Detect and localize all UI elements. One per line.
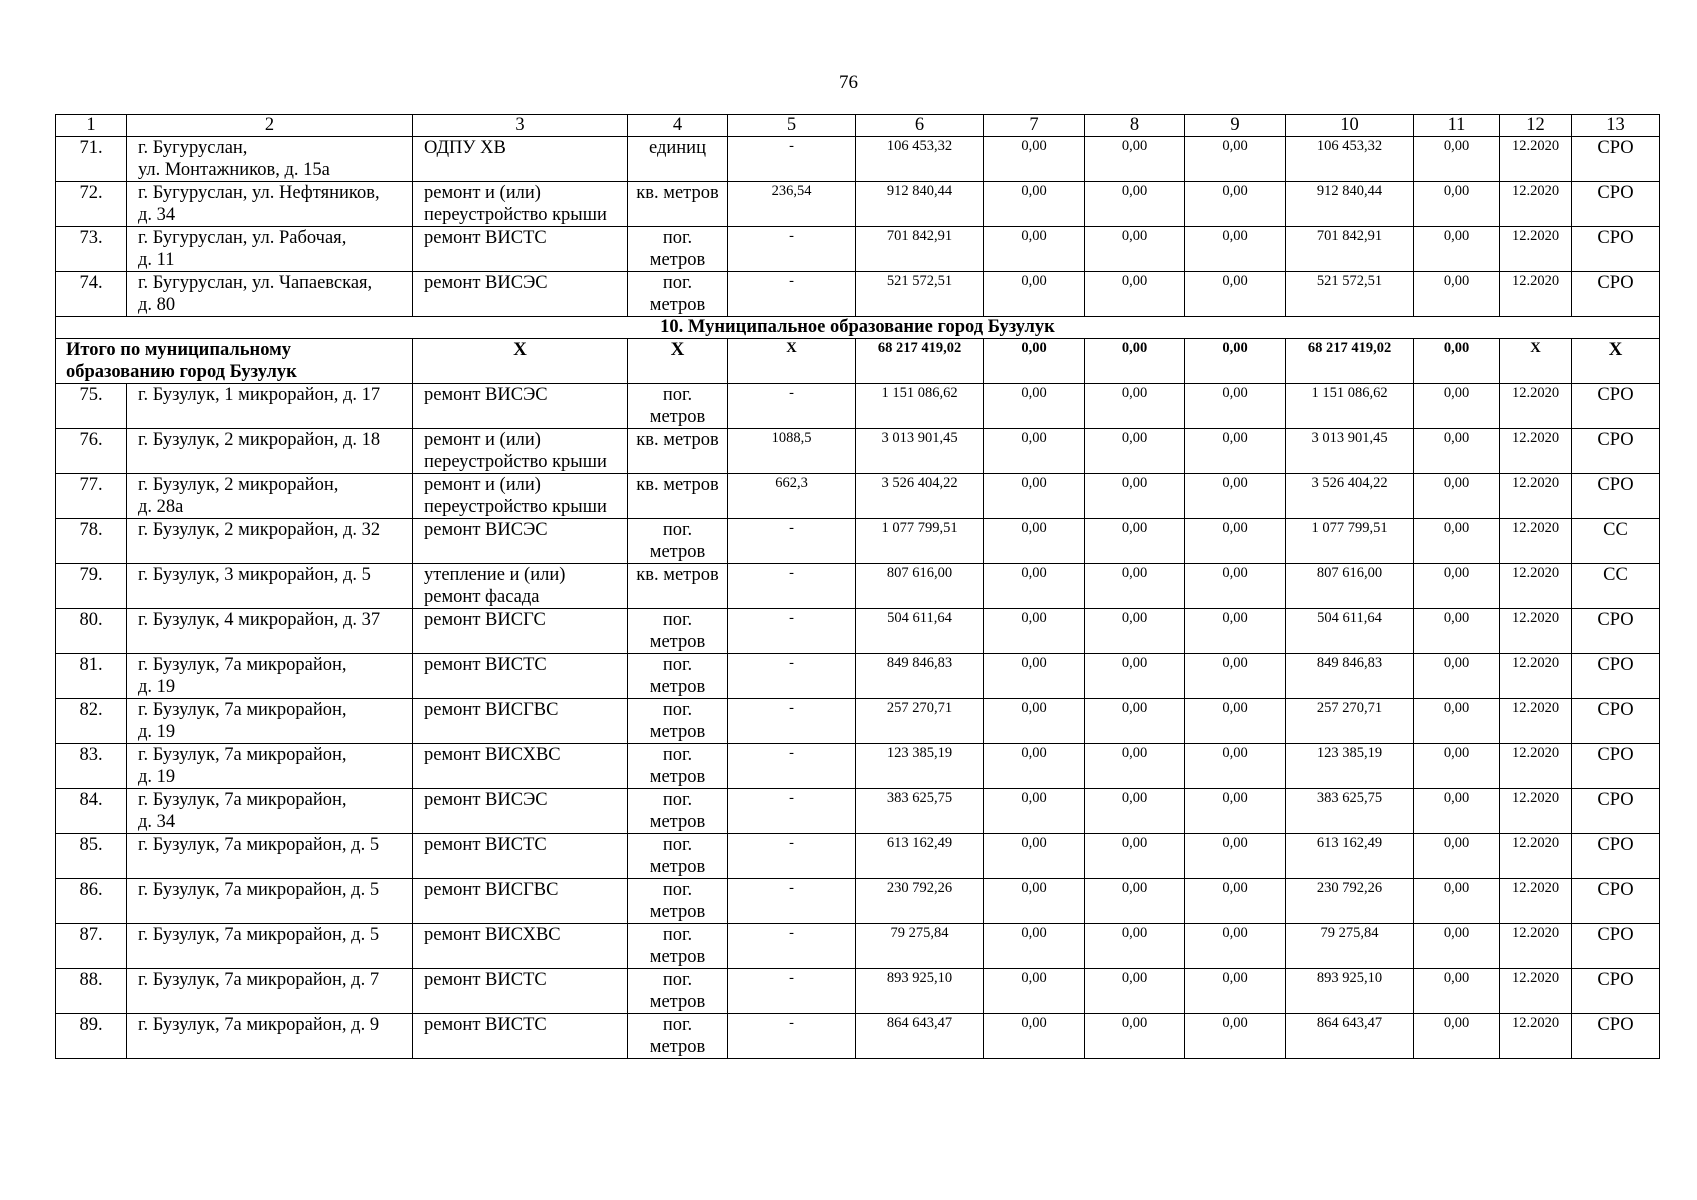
cost-col10-cell: 257 270,71: [1286, 699, 1414, 744]
row-number-cell: 79.: [56, 564, 127, 609]
cost-col10-cell: 912 840,44: [1286, 182, 1414, 227]
cost-col10-cell: 383 625,75: [1286, 789, 1414, 834]
row-number-cell: 71.: [56, 137, 127, 182]
total-work-cell: Х: [413, 339, 628, 384]
cost-col8-cell: 0,00: [1085, 519, 1185, 564]
table-row: [56, 969, 1660, 1014]
cost-col11-cell: 0,00: [1414, 834, 1500, 879]
table-row: [56, 137, 1660, 182]
cost-col9-cell: 0,00: [1185, 744, 1286, 789]
unit-cell: пог. метров: [628, 924, 728, 969]
work-type-cell: ремонт ВИСТС: [413, 1014, 628, 1059]
cost-col9-cell: 0,00: [1185, 1014, 1286, 1059]
completion-date-cell: 12.2020: [1500, 564, 1572, 609]
cost-col9-cell: 0,00: [1185, 654, 1286, 699]
cost-col10-cell: 504 611,64: [1286, 609, 1414, 654]
total-cost-cell: 613 162,49: [856, 834, 984, 879]
cost-col8-cell: 0,00: [1085, 564, 1185, 609]
quantity-cell: -: [728, 519, 856, 564]
column-number-cell: 11: [1414, 115, 1500, 137]
table-row: [56, 699, 1660, 744]
row-number-cell: 83.: [56, 744, 127, 789]
completion-date-cell: 12.2020: [1500, 272, 1572, 317]
completion-date-cell: 12.2020: [1500, 744, 1572, 789]
table-row: [56, 182, 1660, 227]
address-cell: г. Бузулук, 7а микрорайон, д. 5: [127, 879, 413, 924]
cost-col10-cell: 701 842,91: [1286, 227, 1414, 272]
funding-source-cell: СРО: [1572, 879, 1660, 924]
completion-date-cell: 12.2020: [1500, 182, 1572, 227]
funding-source-cell: СРО: [1572, 227, 1660, 272]
table-row: [56, 227, 1660, 272]
table-row: [56, 519, 1660, 564]
funding-source-cell: СРО: [1572, 137, 1660, 182]
quantity-cell: -: [728, 1014, 856, 1059]
unit-cell: пог. метров: [628, 227, 728, 272]
completion-date-cell: 12.2020: [1500, 384, 1572, 429]
funding-source-cell: СРО: [1572, 609, 1660, 654]
cost-col8-cell: 0,00: [1085, 879, 1185, 924]
work-type-cell: ремонт ВИСТС: [413, 227, 628, 272]
cost-col8-cell: 0,00: [1085, 654, 1185, 699]
cost-col9-cell: 0,00: [1185, 924, 1286, 969]
quantity-cell: -: [728, 384, 856, 429]
unit-cell: пог. метров: [628, 1014, 728, 1059]
completion-date-cell: 12.2020: [1500, 1014, 1572, 1059]
work-type-cell: ремонт ВИСЭС: [413, 519, 628, 564]
column-number-cell: 5: [728, 115, 856, 137]
completion-date-cell: 12.2020: [1500, 969, 1572, 1014]
completion-date-cell: 12.2020: [1500, 699, 1572, 744]
cost-col9-cell: 0,00: [1185, 834, 1286, 879]
table-row: [56, 789, 1660, 834]
cost-col11-cell: 0,00: [1414, 519, 1500, 564]
cost-col7-cell: 0,00: [984, 182, 1085, 227]
quantity-cell: -: [728, 654, 856, 699]
cost-col8-cell: 0,00: [1085, 182, 1185, 227]
funding-source-cell: СРО: [1572, 182, 1660, 227]
cost-col8-cell: 0,00: [1085, 429, 1185, 474]
quantity-cell: -: [728, 227, 856, 272]
work-type-cell: ОДПУ ХВ: [413, 137, 628, 182]
cost-col10-cell: 807 616,00: [1286, 564, 1414, 609]
address-cell: г. Бузулук, 7а микрорайон, д. 19: [127, 699, 413, 744]
completion-date-cell: 12.2020: [1500, 834, 1572, 879]
cost-col7-cell: 0,00: [984, 519, 1085, 564]
cost-col9-cell: 0,00: [1185, 519, 1286, 564]
table-row: [56, 272, 1660, 317]
total-row: [56, 339, 1660, 384]
cost-col7-cell: 0,00: [984, 227, 1085, 272]
work-type-cell: ремонт ВИСХВС: [413, 744, 628, 789]
cost-col11-cell: 0,00: [1414, 429, 1500, 474]
funding-source-cell: СРО: [1572, 744, 1660, 789]
total-quantity-cell: Х: [728, 339, 856, 384]
completion-date-cell: 12.2020: [1500, 924, 1572, 969]
cost-col7-cell: 0,00: [984, 654, 1085, 699]
total-cost-cell: 68 217 419,02: [856, 339, 984, 384]
cost-col8-cell: 0,00: [1085, 924, 1185, 969]
cost-col9-cell: 0,00: [1185, 789, 1286, 834]
completion-date-cell: 12.2020: [1500, 789, 1572, 834]
address-cell: г. Бузулук, 7а микрорайон, д. 7: [127, 969, 413, 1014]
work-type-cell: ремонт ВИСТС: [413, 969, 628, 1014]
total-cost-cell: 1 151 086,62: [856, 384, 984, 429]
cost-col11-cell: 0,00: [1414, 182, 1500, 227]
column-number-cell: 1: [56, 115, 127, 137]
table-row: [56, 834, 1660, 879]
cost-col9-cell: 0,00: [1185, 474, 1286, 519]
row-number-cell: 77.: [56, 474, 127, 519]
address-cell: г. Бугуруслан, ул. Рабочая, д. 11: [127, 227, 413, 272]
cost-col7-cell: 0,00: [984, 834, 1085, 879]
quantity-cell: -: [728, 609, 856, 654]
funding-source-cell: СРО: [1572, 384, 1660, 429]
total-cost-cell: 3 013 901,45: [856, 429, 984, 474]
total-cost-cell: 864 643,47: [856, 1014, 984, 1059]
cost-col7-cell: 0,00: [984, 609, 1085, 654]
table-row: [56, 429, 1660, 474]
cost-col8-cell: 0,00: [1085, 227, 1185, 272]
work-type-cell: ремонт и (или) переустройство крыши: [413, 429, 628, 474]
row-number-cell: 72.: [56, 182, 127, 227]
cost-col9-cell: 0,00: [1185, 429, 1286, 474]
unit-cell: единиц: [628, 137, 728, 182]
work-type-cell: утепление и (или) ремонт фасада: [413, 564, 628, 609]
funding-source-cell: СРО: [1572, 924, 1660, 969]
total-cost-cell: 230 792,26: [856, 879, 984, 924]
row-number-cell: 80.: [56, 609, 127, 654]
cost-col10-cell: 864 643,47: [1286, 1014, 1414, 1059]
address-cell: г. Бузулук, 2 микрорайон, д. 28а: [127, 474, 413, 519]
table-row: [56, 924, 1660, 969]
cost-col9-cell: 0,00: [1185, 137, 1286, 182]
completion-date-cell: 12.2020: [1500, 474, 1572, 519]
cost-col8-cell: 0,00: [1085, 384, 1185, 429]
cost-col8-cell: 0,00: [1085, 969, 1185, 1014]
address-cell: г. Бугуруслан, ул. Монтажников, д. 15а: [127, 137, 413, 182]
total-cost-cell: 912 840,44: [856, 182, 984, 227]
cost-col9-cell: 0,00: [1185, 879, 1286, 924]
cost-col10-cell: 849 846,83: [1286, 654, 1414, 699]
cost-col8-cell: 0,00: [1085, 137, 1185, 182]
cost-col9-cell: 0,00: [1185, 564, 1286, 609]
cost-col10-cell: 893 925,10: [1286, 969, 1414, 1014]
address-cell: г. Бузулук, 7а микрорайон, д. 9: [127, 1014, 413, 1059]
quantity-cell: -: [728, 272, 856, 317]
total-col7-cell: 0,00: [984, 339, 1085, 384]
cost-col7-cell: 0,00: [984, 474, 1085, 519]
cost-col8-cell: 0,00: [1085, 272, 1185, 317]
page-number: 76: [839, 72, 858, 93]
total-cost-cell: 79 275,84: [856, 924, 984, 969]
cost-col9-cell: 0,00: [1185, 609, 1286, 654]
total-cost-cell: 257 270,71: [856, 699, 984, 744]
cost-col7-cell: 0,00: [984, 924, 1085, 969]
cost-col7-cell: 0,00: [984, 564, 1085, 609]
column-number-cell: 3: [413, 115, 628, 137]
work-type-cell: ремонт ВИСТС: [413, 654, 628, 699]
work-type-cell: ремонт ВИСЭС: [413, 272, 628, 317]
cost-col9-cell: 0,00: [1185, 272, 1286, 317]
cost-col7-cell: 0,00: [984, 384, 1085, 429]
column-number-cell: 13: [1572, 115, 1660, 137]
address-cell: г. Бузулук, 2 микрорайон, д. 18: [127, 429, 413, 474]
cost-col9-cell: 0,00: [1185, 699, 1286, 744]
unit-cell: пог. метров: [628, 879, 728, 924]
cost-col11-cell: 0,00: [1414, 474, 1500, 519]
unit-cell: пог. метров: [628, 609, 728, 654]
section-title: 10. Муниципальное образование город Бузулук: [56, 317, 1660, 339]
address-cell: г. Бугуруслан, ул. Чапаевская, д. 80: [127, 272, 413, 317]
row-number-cell: 88.: [56, 969, 127, 1014]
funding-source-cell: СС: [1572, 564, 1660, 609]
total-cost-cell: 383 625,75: [856, 789, 984, 834]
cost-col8-cell: 0,00: [1085, 609, 1185, 654]
address-cell: г. Бузулук, 7а микрорайон, д. 19: [127, 744, 413, 789]
work-type-cell: ремонт ВИСЭС: [413, 384, 628, 429]
row-number-cell: 87.: [56, 924, 127, 969]
completion-date-cell: 12.2020: [1500, 429, 1572, 474]
row-number-cell: 82.: [56, 699, 127, 744]
cost-col8-cell: 0,00: [1085, 834, 1185, 879]
row-number-cell: 84.: [56, 789, 127, 834]
cost-col11-cell: 0,00: [1414, 384, 1500, 429]
cost-col8-cell: 0,00: [1085, 1014, 1185, 1059]
cost-col10-cell: 521 572,51: [1286, 272, 1414, 317]
table-row: [56, 1014, 1660, 1059]
quantity-cell: -: [728, 924, 856, 969]
quantity-cell: -: [728, 137, 856, 182]
cost-col7-cell: 0,00: [984, 744, 1085, 789]
column-number-cell: 4: [628, 115, 728, 137]
unit-cell: кв. метров: [628, 474, 728, 519]
column-number-cell: 2: [127, 115, 413, 137]
repair-table: [55, 114, 1660, 1059]
table-row: [56, 474, 1660, 519]
work-type-cell: ремонт и (или) переустройство крыши: [413, 182, 628, 227]
table-row: [56, 744, 1660, 789]
row-number-cell: 73.: [56, 227, 127, 272]
unit-cell: пог. метров: [628, 699, 728, 744]
total-unit-cell: Х: [628, 339, 728, 384]
completion-date-cell: 12.2020: [1500, 137, 1572, 182]
cost-col11-cell: 0,00: [1414, 564, 1500, 609]
cost-col9-cell: 0,00: [1185, 384, 1286, 429]
cost-col8-cell: 0,00: [1085, 744, 1185, 789]
total-col11-cell: 0,00: [1414, 339, 1500, 384]
work-type-cell: ремонт ВИСГВС: [413, 699, 628, 744]
completion-date-cell: 12.2020: [1500, 227, 1572, 272]
work-type-cell: ремонт ВИСЭС: [413, 789, 628, 834]
cost-col7-cell: 0,00: [984, 699, 1085, 744]
quantity-cell: -: [728, 744, 856, 789]
unit-cell: пог. метров: [628, 654, 728, 699]
quantity-cell: -: [728, 834, 856, 879]
table-row: [56, 654, 1660, 699]
unit-cell: пог. метров: [628, 969, 728, 1014]
cost-col11-cell: 0,00: [1414, 879, 1500, 924]
funding-source-cell: СРО: [1572, 429, 1660, 474]
table-row: [56, 564, 1660, 609]
unit-cell: пог. метров: [628, 272, 728, 317]
cost-col7-cell: 0,00: [984, 137, 1085, 182]
total-cost-cell: 3 526 404,22: [856, 474, 984, 519]
funding-source-cell: СС: [1572, 519, 1660, 564]
funding-source-cell: СРО: [1572, 834, 1660, 879]
cost-col11-cell: 0,00: [1414, 654, 1500, 699]
cost-col10-cell: 1 077 799,51: [1286, 519, 1414, 564]
quantity-cell: 1088,5: [728, 429, 856, 474]
funding-source-cell: СРО: [1572, 969, 1660, 1014]
cost-col11-cell: 0,00: [1414, 609, 1500, 654]
table-row: [56, 879, 1660, 924]
completion-date-cell: 12.2020: [1500, 609, 1572, 654]
column-number-cell: 12: [1500, 115, 1572, 137]
address-cell: г. Бузулук, 2 микрорайон, д. 32: [127, 519, 413, 564]
address-cell: г. Бузулук, 1 микрорайон, д. 17: [127, 384, 413, 429]
cost-col11-cell: 0,00: [1414, 272, 1500, 317]
unit-cell: пог. метров: [628, 744, 728, 789]
cost-col8-cell: 0,00: [1085, 699, 1185, 744]
funding-source-cell: СРО: [1572, 789, 1660, 834]
funding-source-cell: СРО: [1572, 699, 1660, 744]
cost-col9-cell: 0,00: [1185, 227, 1286, 272]
work-type-cell: ремонт ВИСТС: [413, 834, 628, 879]
completion-date-cell: 12.2020: [1500, 654, 1572, 699]
cost-col11-cell: 0,00: [1414, 699, 1500, 744]
cost-col11-cell: 0,00: [1414, 969, 1500, 1014]
total-col8-cell: 0,00: [1085, 339, 1185, 384]
total-cost-cell: 106 453,32: [856, 137, 984, 182]
unit-cell: пог. метров: [628, 384, 728, 429]
table-row: [56, 384, 1660, 429]
funding-source-cell: СРО: [1572, 654, 1660, 699]
total-source-cell: Х: [1572, 339, 1660, 384]
column-number-cell: 10: [1286, 115, 1414, 137]
cost-col11-cell: 0,00: [1414, 744, 1500, 789]
row-number-cell: 81.: [56, 654, 127, 699]
cost-col7-cell: 0,00: [984, 429, 1085, 474]
quantity-cell: 662,3: [728, 474, 856, 519]
row-number-cell: 74.: [56, 272, 127, 317]
total-date-cell: Х: [1500, 339, 1572, 384]
cost-col11-cell: 0,00: [1414, 1014, 1500, 1059]
address-cell: г. Бузулук, 7а микрорайон, д. 19: [127, 654, 413, 699]
total-cost-cell: 893 925,10: [856, 969, 984, 1014]
row-number-cell: 78.: [56, 519, 127, 564]
cost-col11-cell: 0,00: [1414, 227, 1500, 272]
cost-col10-cell: 3 526 404,22: [1286, 474, 1414, 519]
work-type-cell: ремонт ВИСГС: [413, 609, 628, 654]
total-col10-cell: 68 217 419,02: [1286, 339, 1414, 384]
address-cell: г. Бугуруслан, ул. Нефтяников, д. 34: [127, 182, 413, 227]
row-number-cell: 89.: [56, 1014, 127, 1059]
unit-cell: кв. метров: [628, 429, 728, 474]
unit-cell: кв. метров: [628, 564, 728, 609]
quantity-cell: -: [728, 564, 856, 609]
cost-col11-cell: 0,00: [1414, 789, 1500, 834]
total-cost-cell: 521 572,51: [856, 272, 984, 317]
unit-cell: пог. метров: [628, 834, 728, 879]
cost-col8-cell: 0,00: [1085, 789, 1185, 834]
cost-col10-cell: 123 385,19: [1286, 744, 1414, 789]
completion-date-cell: 12.2020: [1500, 879, 1572, 924]
total-cost-cell: 1 077 799,51: [856, 519, 984, 564]
funding-source-cell: СРО: [1572, 474, 1660, 519]
unit-cell: кв. метров: [628, 182, 728, 227]
cost-col7-cell: 0,00: [984, 879, 1085, 924]
address-cell: г. Бузулук, 4 микрорайон, д. 37: [127, 609, 413, 654]
total-cost-cell: 807 616,00: [856, 564, 984, 609]
column-number-cell: 6: [856, 115, 984, 137]
table-row: [56, 609, 1660, 654]
column-number-cell: 9: [1185, 115, 1286, 137]
cost-col9-cell: 0,00: [1185, 969, 1286, 1014]
row-number-cell: 76.: [56, 429, 127, 474]
cost-col11-cell: 0,00: [1414, 924, 1500, 969]
cost-col8-cell: 0,00: [1085, 474, 1185, 519]
funding-source-cell: СРО: [1572, 272, 1660, 317]
funding-source-cell: СРО: [1572, 1014, 1660, 1059]
table-body: [56, 115, 1660, 1059]
total-cost-cell: 504 611,64: [856, 609, 984, 654]
quantity-cell: -: [728, 969, 856, 1014]
cost-col7-cell: 0,00: [984, 789, 1085, 834]
column-number-cell: 7: [984, 115, 1085, 137]
cost-col10-cell: 613 162,49: [1286, 834, 1414, 879]
quantity-cell: -: [728, 879, 856, 924]
section-row: [56, 317, 1660, 339]
cost-col9-cell: 0,00: [1185, 182, 1286, 227]
work-type-cell: ремонт ВИСГВС: [413, 879, 628, 924]
total-cost-cell: 123 385,19: [856, 744, 984, 789]
total-col9-cell: 0,00: [1185, 339, 1286, 384]
cost-col7-cell: 0,00: [984, 1014, 1085, 1059]
cost-col7-cell: 0,00: [984, 969, 1085, 1014]
column-number-row: [56, 115, 1660, 137]
column-number-cell: 8: [1085, 115, 1185, 137]
work-type-cell: ремонт и (или) переустройство крыши: [413, 474, 628, 519]
cost-col10-cell: 230 792,26: [1286, 879, 1414, 924]
cost-col11-cell: 0,00: [1414, 137, 1500, 182]
unit-cell: пог. метров: [628, 789, 728, 834]
completion-date-cell: 12.2020: [1500, 519, 1572, 564]
cost-col7-cell: 0,00: [984, 272, 1085, 317]
quantity-cell: 236,54: [728, 182, 856, 227]
unit-cell: пог. метров: [628, 519, 728, 564]
cost-col10-cell: 106 453,32: [1286, 137, 1414, 182]
total-cost-cell: 701 842,91: [856, 227, 984, 272]
row-number-cell: 86.: [56, 879, 127, 924]
address-cell: г. Бузулук, 3 микрорайон, д. 5: [127, 564, 413, 609]
cost-col10-cell: 3 013 901,45: [1286, 429, 1414, 474]
address-cell: г. Бузулук, 7а микрорайон, д. 5: [127, 924, 413, 969]
row-number-cell: 75.: [56, 384, 127, 429]
quantity-cell: -: [728, 789, 856, 834]
cost-col10-cell: 79 275,84: [1286, 924, 1414, 969]
total-label: Итого по муниципальному образованию город Бузулук: [56, 339, 413, 384]
total-cost-cell: 849 846,83: [856, 654, 984, 699]
quantity-cell: -: [728, 699, 856, 744]
address-cell: г. Бузулук, 7а микрорайон, д. 34: [127, 789, 413, 834]
cost-col10-cell: 1 151 086,62: [1286, 384, 1414, 429]
row-number-cell: 85.: [56, 834, 127, 879]
address-cell: г. Бузулук, 7а микрорайон, д. 5: [127, 834, 413, 879]
work-type-cell: ремонт ВИСХВС: [413, 924, 628, 969]
